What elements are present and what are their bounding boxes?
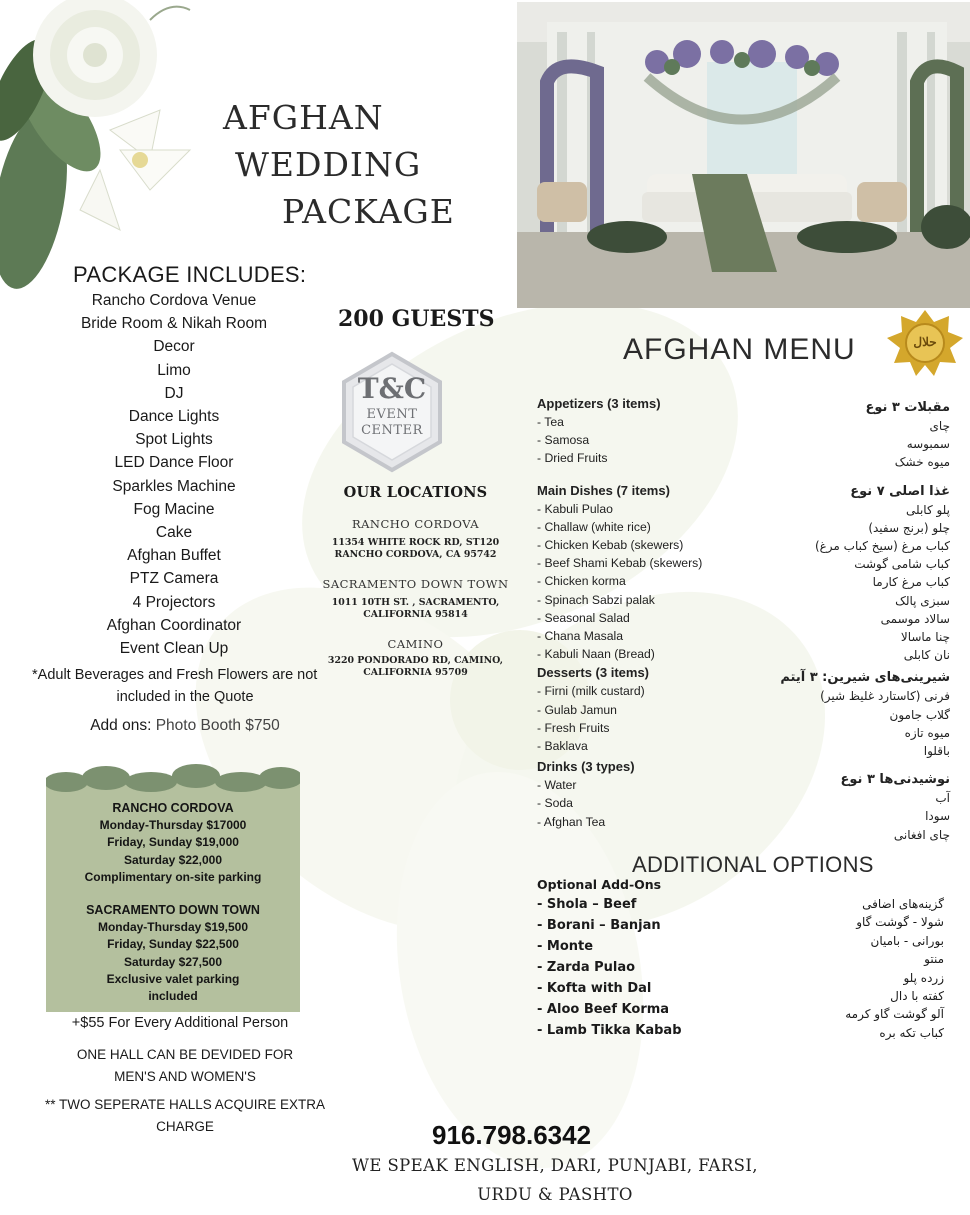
beverages-note-line2: included in the Quote: [116, 689, 254, 705]
languages-line1: WE SPEAK ENGLISH, DARI, PUNJABI, FARSI,: [352, 1156, 758, 1175]
menu-item: - Soda: [537, 796, 573, 811]
menu-item-fa: باقلوا: [923, 744, 950, 759]
locations-section: [318, 484, 513, 679]
price-line: Monday-Thursday $17000: [99, 818, 247, 833]
menu-item-fa: آب: [935, 791, 950, 806]
list-item: Decor: [153, 338, 195, 356]
menu-item-fa: سودا: [925, 809, 950, 824]
languages-line2: URDU & PASHTO: [477, 1185, 633, 1204]
list-item: PTZ Camera: [129, 570, 219, 588]
location-address: 1011 10TH ST. , SACRAMENTO,: [331, 597, 500, 608]
additional-options-list: [537, 876, 757, 1041]
price-line: included: [148, 989, 198, 1004]
package-includes-heading: PACKAGE INCLUDES:: [73, 262, 307, 287]
menu-item: - Chana Masala: [537, 629, 624, 644]
addons-line: [30, 717, 340, 735]
title-afghan: AFGHAN: [223, 98, 384, 137]
location-address: 3220 PONDORADO RD, CAMINO,: [327, 655, 504, 666]
addon-item-fa: منتو: [924, 952, 944, 967]
menu-item: - Gulab Jamun: [537, 702, 617, 717]
halal-badge-icon: [884, 308, 966, 378]
logo-center: CENTER: [361, 423, 423, 438]
addon-item-fa: زرده پلو: [903, 970, 944, 985]
menu-item: - Tea: [537, 415, 564, 429]
price-line: Exclusive valet parking: [106, 971, 240, 986]
halls-note-line: CHARGE: [156, 1119, 214, 1134]
guest-count: 200 GUESTS: [338, 306, 495, 332]
menu-item-fa: سمبوسه: [906, 437, 950, 452]
addon-item: - Lamb Tikka Kabab: [537, 1023, 682, 1038]
venue-stage-photo: [517, 2, 970, 308]
menu-section-heading-fa: شیرینی‌های شیرین: ۳ آیتم: [780, 670, 950, 686]
menu-item-fa: سبزی پالک: [895, 593, 950, 608]
addon-item: - Zarda Pulao: [537, 960, 636, 975]
additional-options-farsi: [770, 895, 944, 1042]
menu-item-fa: چنا ماسالا: [900, 630, 950, 645]
addons-label: Add ons:: [90, 717, 152, 734]
addon-item-fa: آلو گوشت گاو کرمه: [845, 1007, 944, 1022]
menu-section-heading: Desserts (3 items): [537, 665, 649, 681]
addon-item: - Aloo Beef Korma: [537, 1002, 670, 1017]
addon-item-fa: کباب تکه بره: [879, 1025, 944, 1040]
logo-event: EVENT: [366, 407, 418, 422]
menu-item-fa: فرنی (کاستارد غلیظ شیر): [820, 689, 950, 704]
location-name: RANCHO CORDOVA: [351, 517, 480, 531]
additional-person-fee: +$55 For Every Additional Person: [71, 1015, 289, 1031]
menu-item: - Fresh Fruits: [537, 720, 610, 735]
rose-flowers-decoration: [0, 0, 230, 300]
list-item: Dance Lights: [128, 408, 220, 426]
menu-item-fa: میوه تازه: [904, 725, 950, 740]
halls-note-line: ** TWO SEPERATE HALLS ACQUIRE EXTRA: [44, 1097, 326, 1112]
menu-item: - Chicken korma: [537, 574, 626, 589]
addon-item-fa: بورانی - بامیان: [870, 933, 944, 948]
menu-item-fa: کباب شامی گوشت: [854, 557, 950, 572]
price-line: Saturday $22,000: [123, 852, 223, 867]
location-address: 11354 WHITE ROCK RD, ST120: [331, 537, 500, 548]
tc-event-center-logo: [336, 350, 448, 474]
price-line: Saturday $27,500: [123, 954, 223, 969]
separate-halls-note: [30, 1094, 340, 1138]
addon-item: - Kofta with Dal: [537, 981, 652, 996]
list-item: Afghan Buffet: [127, 547, 221, 565]
afghan-menu-title: AFGHAN MENU: [623, 333, 856, 366]
list-item: Cake: [155, 524, 193, 542]
menu-section-heading-fa: مقبلات ۳ نوع: [865, 400, 950, 415]
menu-section-heading: Main Dishes (7 items): [537, 482, 670, 498]
menu-item-fa: کباب مرغ کارما: [872, 575, 950, 590]
menu-item-fa: کباب مرغ (سیخ کباب مرغ): [814, 539, 950, 554]
menu-item: - Kabuli Naan (Bread): [537, 647, 655, 662]
menu-section-heading-fa: غذا اصلی ۷ نوع: [850, 483, 950, 499]
package-includes-list: [24, 289, 324, 660]
menu-item: - Challaw (white rice): [537, 519, 651, 534]
price-line: Monday-Thursday $19,500: [97, 920, 249, 935]
menu-item: - Baklava: [537, 739, 588, 754]
list-item: Event Clean Up: [119, 640, 229, 658]
halal-badge-text: حلال: [913, 335, 937, 349]
list-item: Sparkles Machine: [112, 477, 236, 495]
menu-item: - Beef Shami Kebab (skewers): [537, 556, 703, 571]
menu-farsi-column: [760, 398, 950, 844]
logo-initials: T&C: [357, 372, 427, 405]
menu-item-fa: میوه خشک: [894, 455, 950, 470]
title-package: PACKAGE: [282, 192, 455, 231]
addon-item-fa: کفته با دال: [890, 989, 944, 1004]
hall-note: [30, 1044, 340, 1088]
addon-item-fa: شولا - گوشت گاو: [856, 915, 944, 930]
menu-item: - Seasonal Salad: [537, 610, 630, 625]
price-line: Complimentary on-site parking: [84, 869, 262, 884]
menu-item: - Chicken Kebab (skewers): [537, 538, 684, 553]
menu-item-fa: چای افغانی: [893, 827, 950, 842]
menu-item-fa: سالاد موسمی: [880, 611, 950, 626]
additional-options-heading: Optional Add-Ons: [537, 877, 662, 892]
locations-heading: OUR LOCATIONS: [343, 484, 488, 501]
location-address: CALIFORNIA 95814: [363, 609, 468, 620]
beverages-note-line1: *Adult Beverages and Fresh Flowers are not: [32, 667, 318, 683]
location-name: CAMINO: [387, 637, 444, 651]
title-wedding: WEDDING: [235, 145, 422, 184]
menu-english-column: [537, 394, 767, 831]
list-item: 4 Projectors: [132, 593, 216, 611]
menu-item-fa: چای: [929, 419, 950, 433]
list-item: Bride Room & Nikah Room: [80, 315, 268, 333]
location-address: RANCHO CORDOVA, CA 95742: [334, 549, 497, 560]
list-item: Afghan Coordinator: [106, 616, 242, 634]
location-address: CALIFORNIA 95709: [363, 667, 468, 678]
addon-item: - Borani – Banjan: [537, 918, 661, 933]
addon-item: - Shola – Beef: [537, 897, 637, 912]
list-item: Fog Macine: [133, 500, 215, 518]
menu-item-fa: گلاب جامون: [889, 707, 950, 722]
menu-item: - Afghan Tea: [537, 814, 606, 829]
menu-item: - Water: [537, 778, 577, 793]
list-item: LED Dance Floor: [114, 454, 234, 472]
hall-note-line: MEN'S AND WOMEN'S: [114, 1069, 256, 1084]
list-item: DJ: [164, 384, 184, 402]
pricing-rancho-heading: RANCHO CORDOVA: [112, 801, 234, 815]
menu-item: - Kabuli Pulao: [537, 501, 613, 516]
menu-item-fa: پلو کابلی: [905, 502, 950, 517]
price-line: Friday, Sunday $22,500: [107, 937, 239, 952]
addon-item: - Monte: [537, 939, 594, 954]
list-item: Limo: [157, 361, 191, 379]
additional-options-title: ADDITIONAL OPTIONS: [632, 852, 874, 877]
phone-number[interactable]: 916.798.6342: [432, 1120, 592, 1150]
menu-item: - Dried Fruits: [537, 451, 608, 466]
price-line: Friday, Sunday $19,000: [107, 835, 239, 850]
addons-value: Photo Booth $750: [155, 717, 280, 734]
pricing-sacramento-heading: SACRAMENTO DOWN TOWN: [86, 903, 260, 918]
menu-section-heading: Appetizers (3 items): [537, 396, 661, 411]
menu-item-fa: نان کابلی: [903, 648, 950, 663]
menu-section-heading: Drinks (3 types): [537, 759, 635, 775]
list-item: Rancho Cordova Venue: [91, 292, 257, 309]
menu-section-heading-fa: نوشیدنی‌ها ۳ نوع: [840, 772, 950, 788]
list-item: Spot Lights: [135, 431, 213, 449]
location-name: SACRAMENTO DOWN TOWN: [322, 577, 509, 591]
menu-item-fa: چلو (برنج سفید): [868, 520, 950, 535]
menu-item: - Spinach Sabzi palak: [537, 592, 655, 607]
pricing-box: [46, 780, 300, 1012]
hall-note-line: ONE HALL CAN BE DEVIDED FOR: [76, 1047, 294, 1062]
menu-item: - Samosa: [537, 433, 590, 448]
menu-item: - Firni (milk custard): [537, 684, 645, 699]
greenery-garland-decoration: [46, 762, 300, 802]
addon-item-fa: گزینه‌های اضافی: [862, 897, 944, 911]
